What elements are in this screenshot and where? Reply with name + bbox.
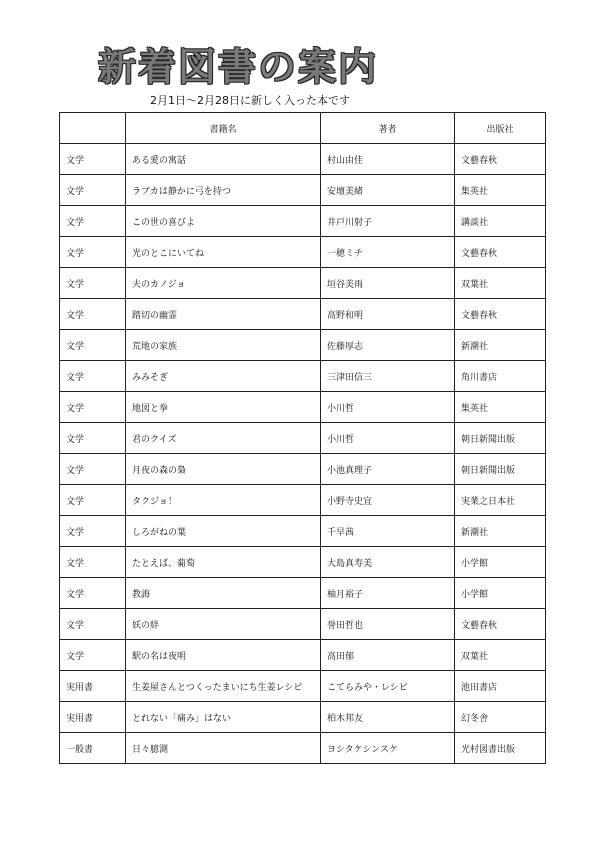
table-row xyxy=(60,640,546,671)
table-row xyxy=(60,361,546,392)
page-subtitle: 2月1日～2月28日に新しく入った本です xyxy=(150,94,350,107)
cell-title: 妖の絆 xyxy=(126,609,321,640)
cell-author: こてらみや・レシピ xyxy=(321,671,455,702)
table-row xyxy=(60,454,546,485)
cell-publisher: 文藝春秋 xyxy=(455,609,546,640)
cell-title: たとえば、葡萄 xyxy=(126,547,321,578)
cell-publisher: 小学館 xyxy=(455,578,546,609)
cell-genre: 文学 xyxy=(60,578,126,609)
table-row xyxy=(60,547,546,578)
cell-publisher: 集英社 xyxy=(455,175,546,206)
cell-genre: 文学 xyxy=(60,330,126,361)
cell-publisher: 集英社 xyxy=(455,392,546,423)
table-row xyxy=(60,144,546,175)
cell-title: 君のクイズ xyxy=(126,423,321,454)
cell-genre: 文学 xyxy=(60,516,126,547)
cell-publisher: 角川書店 xyxy=(455,361,546,392)
cell-title: 夫のカノジョ xyxy=(126,268,321,299)
cell-title: ある愛の寓話 xyxy=(126,144,321,175)
table-row xyxy=(60,206,546,237)
cell-author: ヨシタケシンスケ xyxy=(321,733,455,764)
table-row xyxy=(60,299,546,330)
cell-genre: 一般書 xyxy=(60,733,126,764)
cell-title: 地図と拳 xyxy=(126,392,321,423)
cell-genre: 文学 xyxy=(60,175,126,206)
table-row xyxy=(60,175,546,206)
cell-author: 井戸川射子 xyxy=(321,206,455,237)
table-row xyxy=(60,392,546,423)
cell-publisher: 文藝春秋 xyxy=(455,299,546,330)
table-row xyxy=(60,423,546,454)
cell-author: 小池真理子 xyxy=(321,454,455,485)
page-title: 新着図書の案内 xyxy=(98,45,379,89)
cell-genre: 文学 xyxy=(60,268,126,299)
header-genre xyxy=(60,113,126,144)
cell-genre: 文学 xyxy=(60,392,126,423)
cell-author: 佐藤厚志 xyxy=(321,330,455,361)
cell-genre: 文学 xyxy=(60,144,126,175)
table-row xyxy=(60,516,546,547)
cell-author: 垣谷美雨 xyxy=(321,268,455,299)
cell-title: 駅の名は夜明 xyxy=(126,640,321,671)
cell-author: 高野和明 xyxy=(321,299,455,330)
cell-genre: 文学 xyxy=(60,299,126,330)
cell-title: 生姜屋さんとつくったまいにち生姜レシピ xyxy=(126,671,321,702)
cell-author: 小川哲 xyxy=(321,392,455,423)
cell-title: ラブカは静かに弓を持つ xyxy=(126,175,321,206)
cell-publisher: 小学館 xyxy=(455,547,546,578)
cell-genre: 文学 xyxy=(60,361,126,392)
cell-title: 日々臆測 xyxy=(126,733,321,764)
cell-title: 光のとこにいてね xyxy=(126,237,321,268)
cell-publisher: 池田書店 xyxy=(455,671,546,702)
header-publisher: 出版社 xyxy=(455,113,546,144)
cell-genre: 文学 xyxy=(60,237,126,268)
table-row xyxy=(60,609,546,640)
cell-title: とれない「痛み」はない xyxy=(126,702,321,733)
cell-author: 小野寺史宜 xyxy=(321,485,455,516)
table-row xyxy=(60,578,546,609)
cell-genre: 文学 xyxy=(60,640,126,671)
table-row xyxy=(60,268,546,299)
cell-publisher: 文藝春秋 xyxy=(455,144,546,175)
cell-author: 小川哲 xyxy=(321,423,455,454)
cell-title: 月夜の森の梟 xyxy=(126,454,321,485)
cell-author: 千早茜 xyxy=(321,516,455,547)
cell-genre: 文学 xyxy=(60,547,126,578)
cell-author: 大島真寿美 xyxy=(321,547,455,578)
cell-title: この世の喜びよ xyxy=(126,206,321,237)
table-row xyxy=(60,702,546,733)
header-author: 著者 xyxy=(321,113,455,144)
cell-genre: 実用書 xyxy=(60,671,126,702)
cell-genre: 文学 xyxy=(60,206,126,237)
cell-author: 村山由佳 xyxy=(321,144,455,175)
cell-author: 高田郁 xyxy=(321,640,455,671)
cell-author: 柏木邦友 xyxy=(321,702,455,733)
cell-publisher: 実業之日本社 xyxy=(455,485,546,516)
cell-genre: 文学 xyxy=(60,485,126,516)
cell-publisher: 文藝春秋 xyxy=(455,237,546,268)
cell-publisher: 新潮社 xyxy=(455,330,546,361)
cell-publisher: 光村図書出版 xyxy=(455,733,546,764)
cell-title: 踏切の幽霊 xyxy=(126,299,321,330)
cell-publisher: 新潮社 xyxy=(455,516,546,547)
cell-author: 一穂ミチ xyxy=(321,237,455,268)
table-row xyxy=(60,733,546,764)
cell-publisher: 講談社 xyxy=(455,206,546,237)
cell-author: 誉田哲也 xyxy=(321,609,455,640)
table-row xyxy=(60,237,546,268)
cell-publisher: 朝日新聞出版 xyxy=(455,454,546,485)
cell-title: 教誨 xyxy=(126,578,321,609)
cell-author: 柚月裕子 xyxy=(321,578,455,609)
cell-title: タクジョ！ xyxy=(126,485,321,516)
new-books-table xyxy=(59,112,546,764)
cell-genre: 文学 xyxy=(60,609,126,640)
cell-genre: 文学 xyxy=(60,454,126,485)
table-row xyxy=(60,330,546,361)
cell-genre: 文学 xyxy=(60,423,126,454)
cell-title: みみそぎ xyxy=(126,361,321,392)
cell-title: しろがねの葉 xyxy=(126,516,321,547)
cell-title: 荒地の家族 xyxy=(126,330,321,361)
cell-publisher: 双葉社 xyxy=(455,640,546,671)
table-header-row xyxy=(60,113,546,144)
cell-author: 安壇美緒 xyxy=(321,175,455,206)
cell-publisher: 朝日新聞出版 xyxy=(455,423,546,454)
table-row xyxy=(60,485,546,516)
cell-publisher: 双葉社 xyxy=(455,268,546,299)
cell-publisher: 幻冬舎 xyxy=(455,702,546,733)
table-row xyxy=(60,671,546,702)
cell-genre: 実用書 xyxy=(60,702,126,733)
cell-author: 三津田信三 xyxy=(321,361,455,392)
header-title: 書籍名 xyxy=(126,113,321,144)
